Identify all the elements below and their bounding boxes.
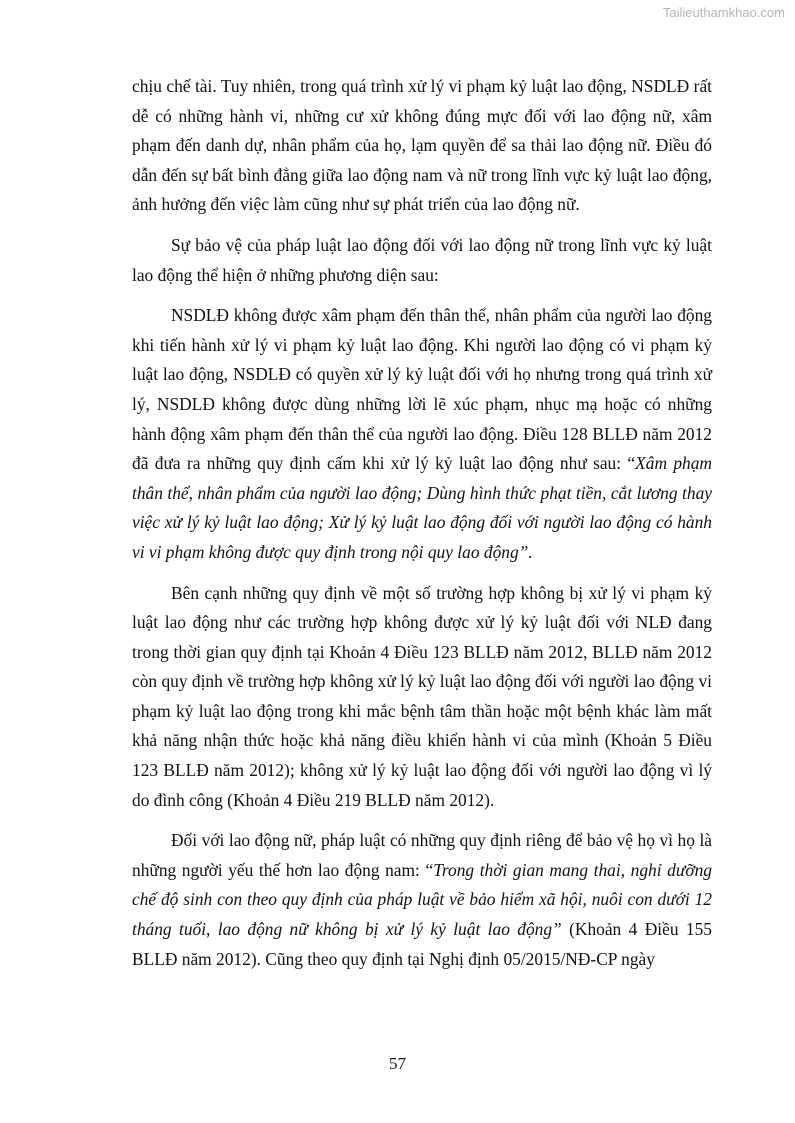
paragraph-4: Bên cạnh những quy định về một số trường hợp không bị xử lý vi phạm kỷ luật lao động như các trường hợp không được xử lý kỷ luật đối với NLĐ đang trong thời gian quy định tại Khoản 4 Điều 123 BLLĐ năm 2012, BLLĐ năm 2012 còn quy định về trường hợp không xử lý kỷ luật lao động đối với người lao động vi phạm kỷ luật lao động trong khi mắc bệnh tâm thần hoặc một bệnh khác làm mất khả năng nhận thức hoặc khả năng điều khiển hành vi của mình (Khoản 5 Điều 123 BLLĐ năm 2012); không xử lý kỷ luật lao động đối với người lao động vì lý do đình công (Khoản 4 Điều 219 BLLĐ năm 2012). — [132, 582, 712, 810]
body-text — [132, 72, 712, 985]
page-number: 57 — [389, 1054, 406, 1073]
paragraph-5-text: Đối với lao động nữ, pháp luật có những quy định riêng để bảo vệ họ vì họ là những người yếu thế hơn lao động nam: “ — [132, 830, 712, 880]
paragraph-1: chịu chế tài. Tuy nhiên, trong quá trình xử lý vi phạm kỷ luật lao động, NSDLĐ rất dễ có những hành vi, những cư xử không đúng mực đối với lao động nữ, xâm phạm đến danh dự, nhân phẩm của họ, lạm quyền để sa thải lao động nữ. Điều đó dẫn đến sự bất bình đẳng giữa lao động nam và nữ trong lĩnh vực kỷ luật lao động, ảnh hưởng đến việc làm cũng như sự phát triển của lao động nữ. — [132, 76, 712, 215]
paragraph-5-quote: Trong thời gian mang thai, nghỉ dưỡng chế độ sinh con theo quy định của pháp luật về bảo hiểm xã hội, nuôi con dưới 12 tháng tuổi, lao động nữ không bị xử lý kỷ luật lao động” — [132, 859, 712, 940]
paragraph-2: Sự bảo vệ của pháp luật lao động đối với lao động nữ trong lĩnh vực kỷ luật lao động thể hiện ở những phương diện sau: — [132, 234, 712, 285]
paragraph-3-quote: Xâm phạm thân thể, nhân phẩm của người lao động; Dùng hình thức phạt tiền, cắt lương thay việc xử lý kỷ luật lao động; Xử lý kỷ luật lao động đối với người lao động có hành vi vi phạm không được quy định trong nội quy lao động”. — [132, 453, 712, 562]
paragraph-5 — [132, 826, 712, 974]
paragraph-3-text: NSDLĐ không được xâm phạm đến thân thể, nhân phẩm của người lao động khi tiến hành xử lý vi phạm kỷ luật lao động. Khi người lao động có vi phạm kỷ luật lao động, NSDLĐ có quyền xử lý kỷ luật đối với họ nhưng trong quá trình xử lý, NSDLĐ không được dùng những lời lẽ xúc phạm, nhục mạ hoặc có những hành động xâm phạm đến thân thể của người lao động. Điều 128 BLLĐ năm 2012 đã đưa ra những quy định cấm khi xử lý kỷ luật lao động như sau: “ — [132, 305, 712, 474]
paragraph-3 — [132, 301, 712, 567]
paragraph-5-citation: (Khoản 4 Điều 155 BLLĐ năm 2012). Cũng theo quy định tại Nghị định 05/2015/NĐ-CP ngày — [132, 919, 712, 969]
watermark: Tailieuthamkhao.com — [662, 5, 785, 20]
